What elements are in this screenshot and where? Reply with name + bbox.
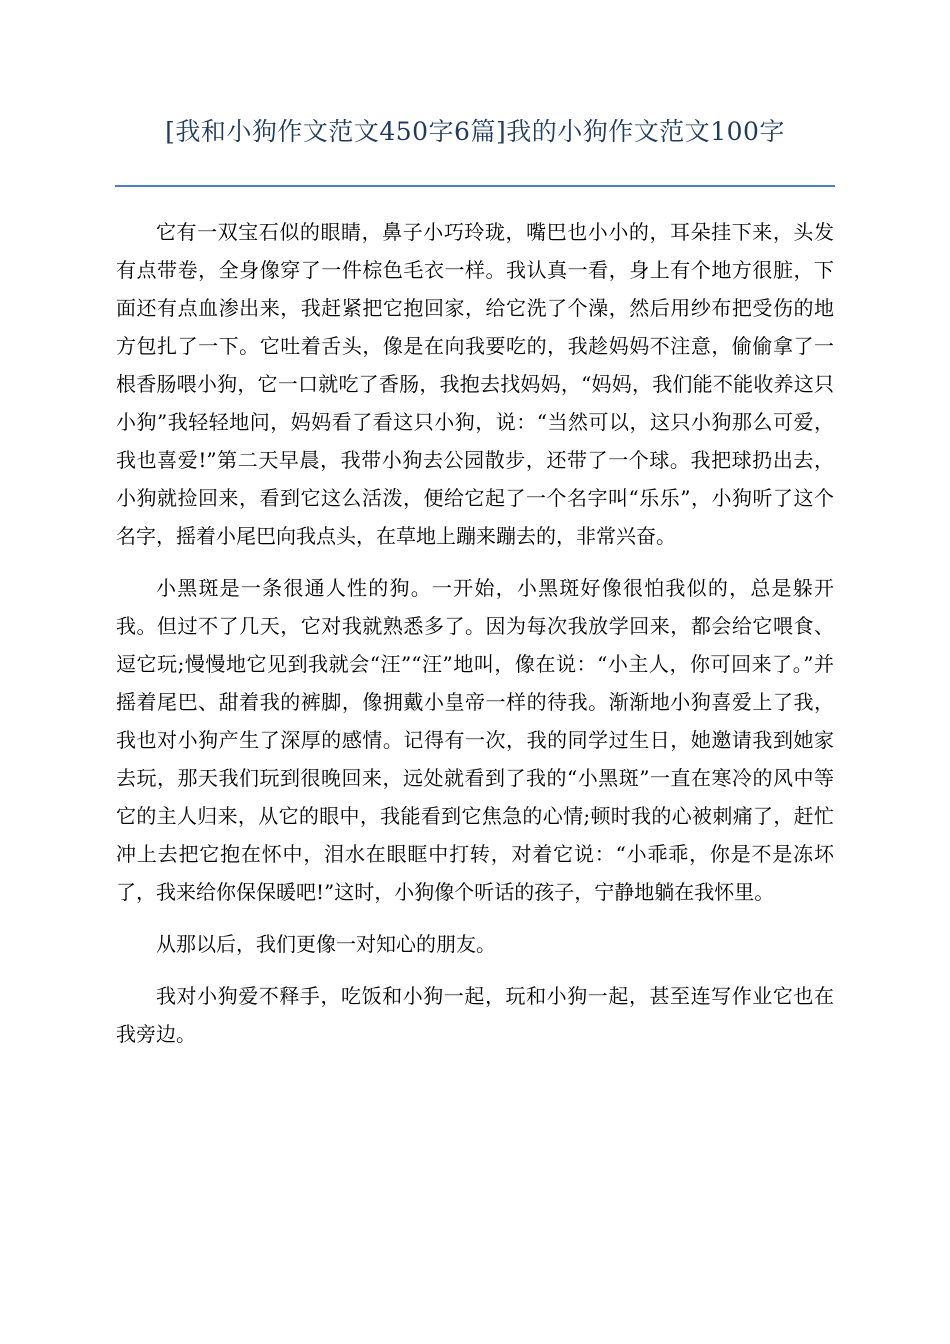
paragraph-1: 它有一双宝石似的眼睛，鼻子小巧玲珑，嘴巴也小小的，耳朵挂下来，头发有点带卷，全身像穿了一件棕色毛衣一样。我认真一看，身上有个地方很脏，下面还有点血渗出来，我赶紧把它抱回家，给它洗了个澡，然后用纱布把受伤的地方包扎了一下。它吐着舌头，像是在向我要吃的，我趁妈妈不注意，偷偷拿了一根香肠喂小狗，它一口就吃了香肠，我抱去找妈妈，“妈妈，我们能不能收养这只小狗”我轻轻地问，妈妈看了看这只小狗，说：“当然可以，这只小狗那么可爱，我也喜爱!”第二天早晨，我带小狗去公园散步，还带了一个球。我把球扔出去，小狗就捡回来，看到它这么活泼，便给它起了一个名字叫“乐乐”，小狗听了这个名字，摇着小尾巴向我点头，在草地上蹦来蹦去的，非常兴奋。 bbox=[116, 220, 834, 548]
paragraph-4: 我对小狗爱不释手，吃饭和小狗一起，玩和小狗一起，甚至连写作业它也在我旁边。 bbox=[116, 984, 834, 1046]
title-underline bbox=[115, 185, 835, 187]
document-body bbox=[116, 213, 834, 1067]
paragraph-2: 小黑斑是一条很通人性的狗。一开始，小黑斑好像很怕我似的，总是躲开我。但过不了几天，它对我就熟悉多了。因为每次我放学回来，都会给它喂食、逗它玩;慢慢地它见到我就会“汪”“汪”地叫，像在说：“小主人，你可回来了。”并摇着尾巴、甜着我的裤脚，像拥戴小皇帝一样的待我。渐渐地小狗喜爱上了我，我也对小狗产生了深厚的感情。记得有一次，我的同学过生日，她邀请我到她家去玩，那天我们玩到很晚回来，远处就看到了我的“小黑斑”一直在寒冷的风中等它的主人归来，从它的眼中，我能看到它焦急的心情;顿时我的心被刺痛了，赶忙冲上去把它抱在怀中，泪水在眼眶中打转，对着它说：“小乖乖，你是不是冻坏了，我来给你保保暖吧!”这时，小狗像个听话的孩子，宁静地躺在我怀里。 bbox=[116, 576, 834, 904]
document-title: [我和小狗作文范文450字6篇]我的小狗作文范文100字 bbox=[165, 117, 785, 146]
paragraph-3: 从那以后，我们更像一对知心的朋友。 bbox=[156, 932, 496, 956]
